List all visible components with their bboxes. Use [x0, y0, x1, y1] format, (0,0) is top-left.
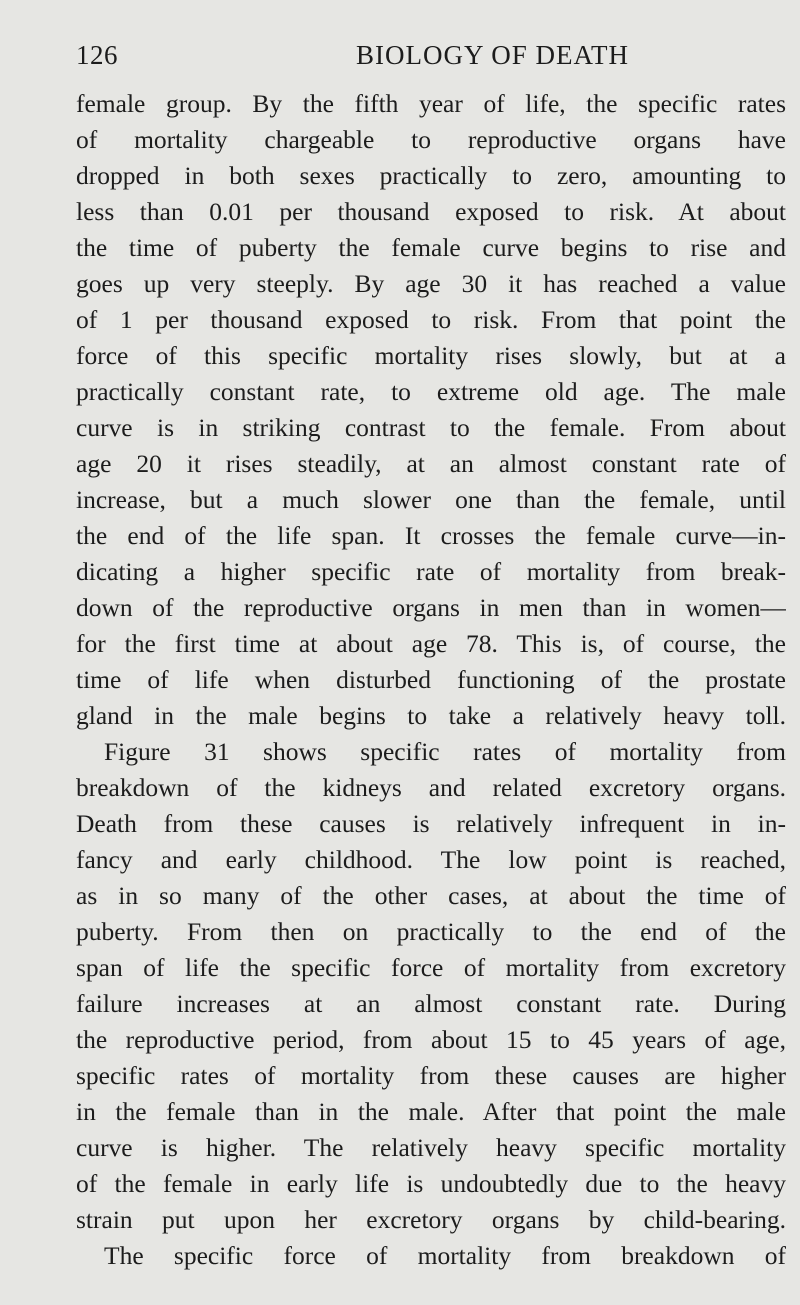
text-line: force of this specific mortality rises slowly, but at a — [76, 341, 786, 370]
running-title: BIOLOGY OF DEATH — [356, 40, 629, 70]
text-line: fancy and early childhood. The low point is reached, — [76, 845, 786, 874]
text-line: curve is higher. The relatively heavy specific mortality — [76, 1133, 786, 1162]
text-line: practically constant rate, to extreme old age. The male — [76, 377, 786, 406]
text-line: strain put upon her excretory organs by child-bearing. — [76, 1205, 786, 1234]
body-text — [76, 86, 786, 1274]
text-line: of the female in early life is undoubtedly due to the heavy — [76, 1169, 786, 1198]
text-line: span of life the specific force of mortality from excretory — [76, 953, 786, 982]
text-line: gland in the male begins to take a relatively heavy toll. — [76, 701, 786, 730]
text-line: age 20 it rises steadily, at an almost constant rate of — [76, 449, 786, 478]
text-line: Death from these causes is relatively infrequent in in- — [76, 809, 786, 838]
text-line: specific rates of mortality from these causes are higher — [76, 1061, 786, 1090]
text-line: time of life when disturbed functioning of the prostate — [76, 665, 786, 694]
text-line: breakdown of the kidneys and related excretory organs. — [76, 773, 786, 802]
text-line: failure increases at an almost constant rate. During — [76, 989, 786, 1018]
text-line: puberty. From then on practically to the end of the — [76, 917, 786, 946]
text-line: down of the reproductive organs in men than in women— — [76, 593, 786, 622]
paragraph-start-line: The specific force of mortality from breakdown of — [104, 1241, 786, 1270]
text-line: female group. By the fifth year of life, the specific rates — [76, 89, 786, 118]
text-line: in the female than in the male. After that point the male — [76, 1097, 786, 1126]
text-line: curve is in striking contrast to the female. From about — [76, 413, 786, 442]
text-line: less than 0.01 per thousand exposed to risk. At about — [76, 197, 786, 226]
paragraph-start-line: Figure 31 shows specific rates of mortality from — [104, 737, 786, 766]
text-line: dicating a higher specific rate of mortality from break- — [76, 557, 786, 586]
page-header — [76, 40, 782, 80]
page-number: 126 — [76, 40, 118, 70]
text-line: as in so many of the other cases, at about the time of — [76, 881, 786, 910]
text-line: goes up very steeply. By age 30 it has reached a value — [76, 269, 786, 298]
text-line: of 1 per thousand exposed to risk. From that point the — [76, 305, 786, 334]
text-line: of mortality chargeable to reproductive organs have — [76, 125, 786, 154]
text-line: increase, but a much slower one than the female, until — [76, 485, 786, 514]
text-line: for the first time at about age 78. This is, of course, the — [76, 629, 786, 658]
text-line: the reproductive period, from about 15 to 45 years of age, — [76, 1025, 786, 1054]
text-line: the time of puberty the female curve begins to rise and — [76, 233, 786, 262]
text-line: dropped in both sexes practically to zero, amounting to — [76, 161, 786, 190]
text-line: the end of the life span. It crosses the female curve—in- — [76, 521, 786, 550]
